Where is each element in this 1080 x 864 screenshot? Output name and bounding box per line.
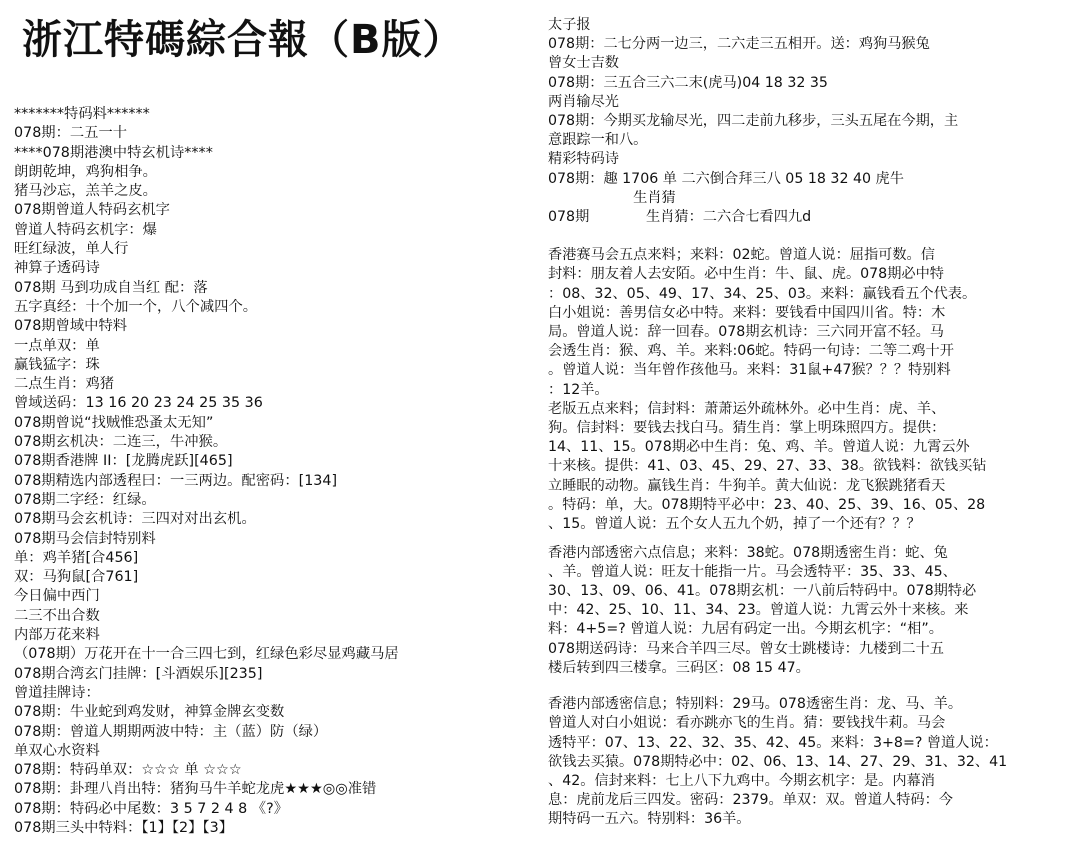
right-text-line: 078期：三五合三六二末(虎马)04 18 32 35 [548, 74, 828, 91]
left-text-line: 078期二字经：红绿。 [14, 491, 156, 508]
left-text-line: 朗朗乾坤，鸡狗相争。 [14, 163, 157, 180]
left-text-line: 078期：二五一十 [14, 125, 128, 142]
right-text-line: ：12羊。 [548, 381, 609, 398]
right-text-line: 精彩特码诗 [548, 151, 619, 168]
left-text-line: 078期：特码必中尾数：3 5 7 2 4 8 《?》 [14, 800, 288, 817]
right-text-line: 楼后转到四三楼拿。三码区：08 15 47。 [548, 659, 810, 676]
right-text-line: 078期：趣 1706 单 二六倒合拜三八 05 18 32 40 虎牛 [548, 170, 904, 187]
left-text-line: 曾道人特码玄机字：爆 [14, 221, 157, 238]
left-text-line: 078期：曾道人期期两波中特：主（蓝）防（绿） [14, 723, 328, 740]
left-text-line: 078期三头中特料：【1】【2】【3】 [14, 819, 233, 836]
right-text-line: 中：42、25、10、11、34、23。曾道人说：九霄云外十来核。来 [548, 602, 969, 619]
right-text-line: 、15。曾道人说：五个女人五九个奶，掉了一个还有？？？ [548, 515, 921, 532]
info-block [548, 246, 1076, 534]
right-text-line: 两肖输尽光 [548, 93, 619, 110]
left-text-line: 二点生肖：鸡猪 [14, 376, 115, 393]
page-title: 浙江特碼綜合報（B版） [22, 17, 464, 63]
left-text-line: 078期马会玄机诗：三四对对出玄机。 [14, 511, 256, 528]
right-text-line: 透特平：07、13、22、32、35、42、45。来料：3+8=? 曾道人说： [548, 734, 998, 751]
info-block [548, 695, 1076, 829]
left-text-line: 078期曾域中特料 [14, 318, 128, 335]
right-text-line: 、42。信封来料：七上八下九鸡中。今期玄机字：是。内幕消 [548, 772, 935, 789]
right-text-line: 欲钱去买猿。078期特必中：02、06、13、14、27、29、31、32、41 [548, 753, 1008, 770]
left-text-line: 单：鸡羊猪[合456] [14, 549, 139, 566]
right-column [548, 16, 1076, 864]
left-text-line: 078期玄机决：二连三，牛冲猴。 [14, 434, 228, 451]
left-text-line: 078期：卦理八肖出特：猪狗马牛羊蛇龙虎★★★◎◎准错 [14, 781, 377, 798]
info-block [548, 16, 1076, 227]
right-text-line: 意跟踪一和八。 [548, 132, 648, 149]
left-text-line: 078期：特码单双：☆☆☆ 单 ☆☆☆ [14, 762, 242, 779]
right-text-line: 香港赛马会五点来料；来料：02蛇。曾道人说：屈指可数。信 [548, 247, 935, 264]
right-text-line: 、羊。曾道人说：旺友十能指一片。马会透特平：35、33、45、 [548, 563, 957, 580]
left-text-line: 078期 马到功成自当红 配：落 [14, 279, 208, 296]
left-text-line: 078期曾道人特码玄机字 [14, 202, 170, 219]
left-text-line: 曾域送码：13 16 20 23 24 25 35 36 [14, 395, 263, 412]
right-text-line: 078期：二七分两一边三，二六走三五相开。送：鸡狗马猴兔 [548, 36, 930, 53]
right-text-line: 30、13、09、06、41。078期玄机：一八前后特码中。078期特必 [548, 583, 977, 600]
right-text-line: 封料：朋友着人去安陌。必中生肖：牛、鼠、虎。078期必中特 [548, 266, 944, 283]
right-text-line: 078期：今期买龙输尽光，四二走前九移步，三头五尾在今期，主 [548, 112, 959, 129]
left-text-line: 猪马沙忘，羔羊之皮。 [14, 183, 157, 200]
right-text-line: 十来核。提供：41、03、45、29、27、33、38。欲钱料：欲钱买钻 [548, 458, 987, 475]
left-text-line: 二三不出合数 [14, 607, 100, 624]
left-text-line: 今日偏中西门 [14, 588, 100, 605]
left-text-line: 078期：牛业蛇到鸡发财，神算金牌玄变数 [14, 704, 285, 721]
right-text-line: 14、11、15。078期必中生肖：兔、鸡、羊。曾道人说：九霄云外 [548, 439, 970, 456]
left-text-line: 旺红绿波，单人行 [14, 241, 129, 258]
left-text-line: 078期曾说“找贼惟恐蚤太无知” [14, 414, 214, 431]
info-block [548, 544, 1076, 678]
block-spacer [548, 534, 1076, 544]
right-text-line: 会透生肖：猴、鸡、羊。来料:06蛇。特码一句诗：二等二鸡十开 [548, 343, 954, 360]
left-text-line: 五字真经：十个加一个，八个减四个。 [14, 298, 258, 315]
right-text-line: 局。曾道人说：辞一回春。078期玄机诗：三六同开富不轻。马 [548, 324, 944, 340]
left-text-line: *******特码料****** [14, 106, 150, 122]
block-spacer [548, 227, 1076, 246]
right-text-line: 白小姐说：善男信女必中特。来料：要钱看中国四川省。特：木 [548, 304, 946, 321]
right-text-line: 曾女士吉数 [548, 55, 619, 72]
right-text-line: 息：虎前龙后三四发。密码：2379。单双：双。曾道人特码：今 [548, 792, 953, 809]
left-text-line: 神算子透码诗 [14, 260, 100, 277]
right-text-line: 狗。信封料：要钱去找白马。猜生肖：掌上明珠照四方。提供： [548, 419, 946, 436]
right-text-line: 香港内部透密六点信息；来料：38蛇。078期透密生肖：蛇、兔 [548, 544, 948, 561]
left-text-line: 一点单双：单 [14, 337, 100, 354]
left-text-line: 078期精选内部透程曰：一三两边。配密码：[134] [14, 472, 338, 489]
left-text-line: 曾道挂牌诗： [14, 684, 100, 701]
right-text-line: 料：4+5=? 曾道人说：九居有码定一出。今期玄机字：“相”。 [548, 621, 943, 638]
left-text-line: 单双心水资料 [14, 742, 100, 759]
left-text-line: （078期）万花开在十一合三四七到，红绿色彩尽显鸡藏马居 [14, 646, 399, 663]
right-text-line: 香港内部透密信息；特别料：29马。078透密生肖：龙、马、羊。 [548, 696, 963, 713]
left-text-line: 内部万花来料 [14, 627, 100, 644]
left-text-line: 双：马狗鼠[合761] [14, 569, 139, 586]
right-text-line: 078期送码诗：马来合羊四三尽。曾女士跳楼诗：九楼到二十五 [548, 640, 944, 657]
left-text-line: 078期马会信封特别料 [14, 530, 156, 547]
block-spacer [548, 678, 1076, 695]
left-text-line: 赢钱猛字：珠 [14, 356, 100, 373]
left-column [14, 105, 529, 864]
right-text-line: 曾道人对白小姐说：看亦跳亦飞的生肖。猜：要钱找牛莉。马会 [548, 715, 946, 732]
right-text-line: 。曾道人说：当年曾作孩他马。来料：31鼠+47猴？？？特别料 [548, 362, 951, 379]
right-text-line: 老版五点来料；信封料：萧萧运外疏林外。必中生肖：虎、羊、 [548, 400, 946, 417]
left-text-line: 078期香港牌 II：[龙腾虎跃][465] [14, 453, 233, 470]
left-text-line: ****078期港澳中特玄机诗**** [14, 144, 213, 161]
right-text-line: 期特码一五六。特别料：36羊。 [548, 811, 751, 828]
right-text-line: 太子报 [548, 17, 591, 33]
left-text-line: 078期合湾玄门挂牌：[斗酒娱乐][235] [14, 665, 263, 682]
right-text-line: 078期 生肖猜：二六合七看四九d [548, 208, 812, 225]
right-text-line: ：08、32、05、49、17、34、25、03。来料：赢钱看五个代表。 [548, 285, 977, 302]
right-text-line: 生肖猜 [548, 189, 676, 206]
right-text-line: 立睡眠的动物。赢钱生肖：牛狗羊。黄大仙说：龙飞猴跳猪看天 [548, 477, 946, 494]
right-text-line: 。特码：单，大。078期特平必中：23、40、25、39、16、05、28 [548, 496, 986, 513]
